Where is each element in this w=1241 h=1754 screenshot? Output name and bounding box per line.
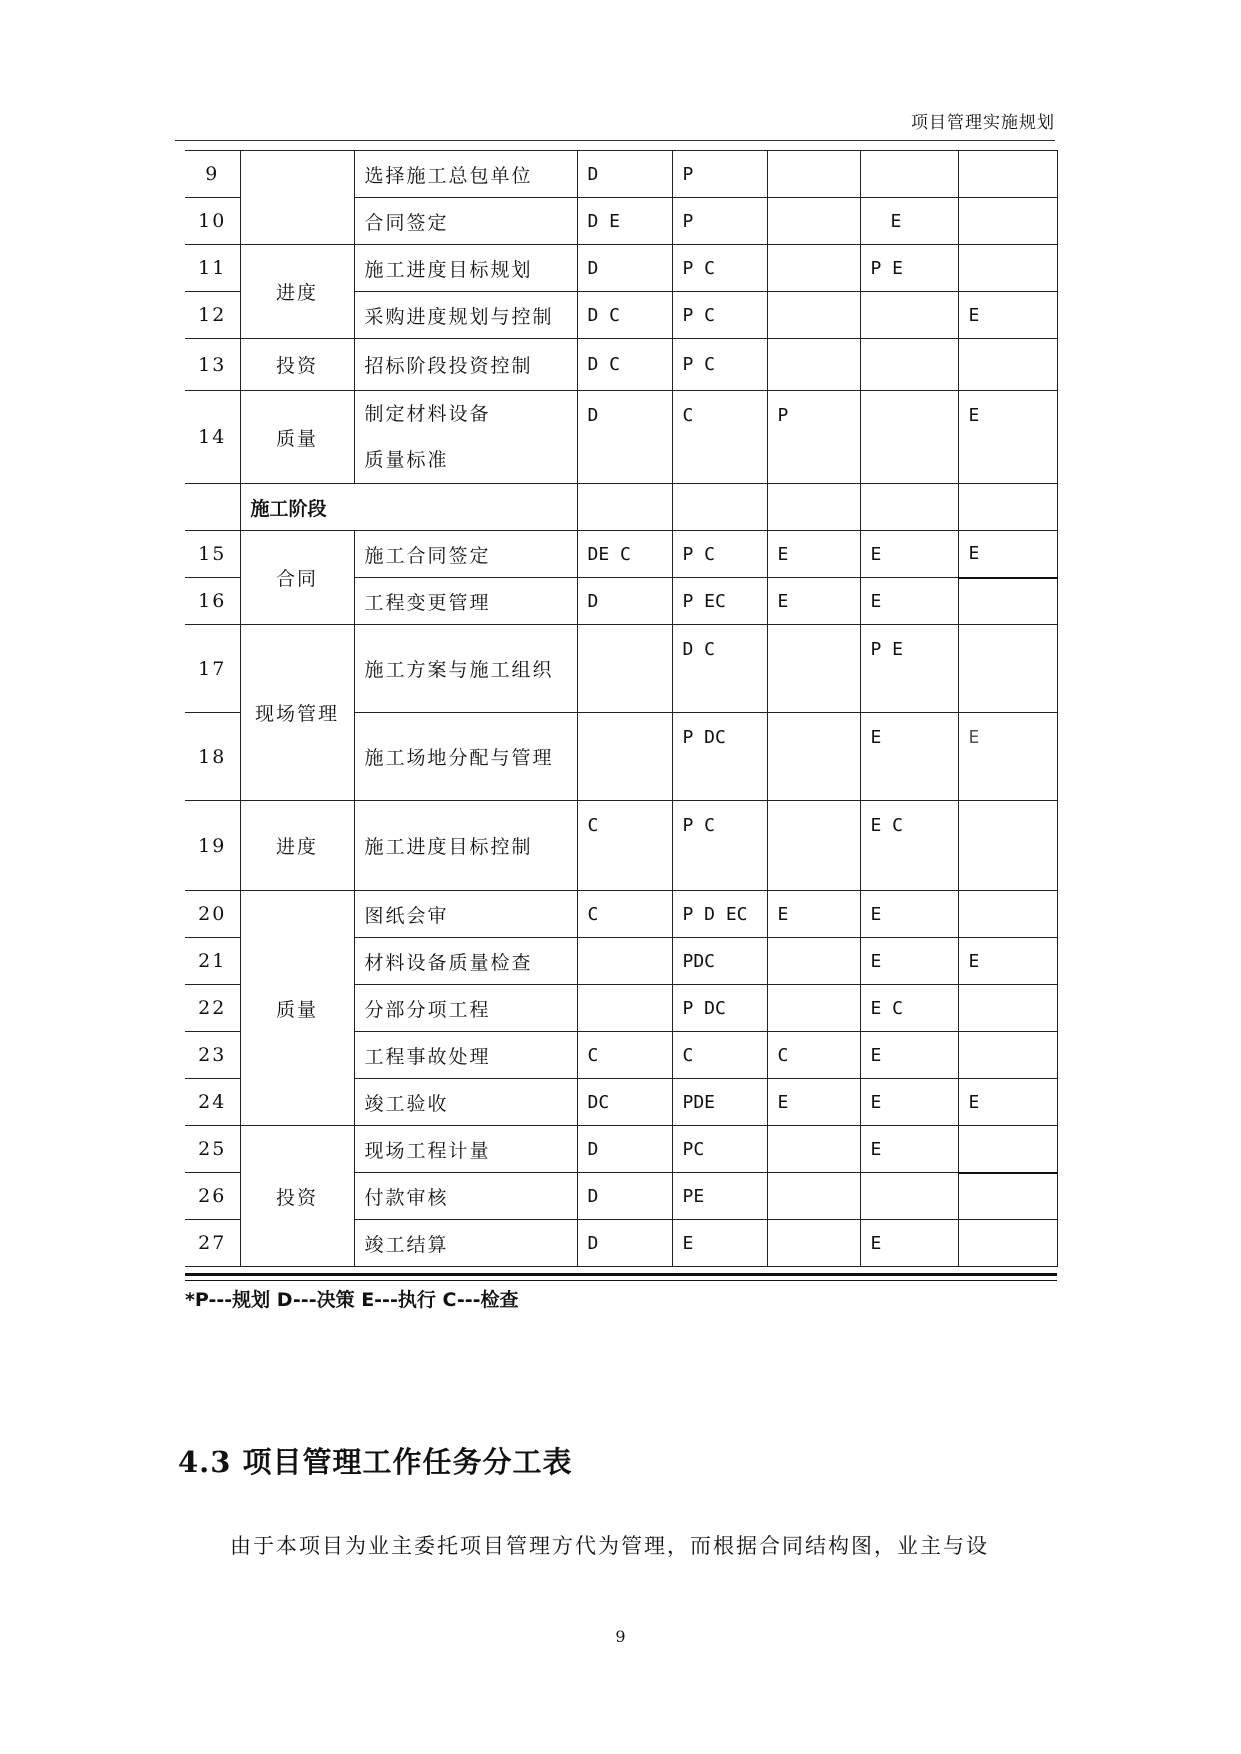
role-cell [958,578,1057,625]
role-cell: DE C [577,531,672,578]
role-cell: E [958,713,1057,801]
row-number: 24 [185,1079,240,1126]
role-cell: E [860,1032,958,1079]
role-cell: P C [672,292,767,339]
role-cell [767,713,860,801]
header-title: 项目管理实施规划 [911,113,1055,133]
row-number: 18 [185,713,240,801]
role-cell [958,151,1057,198]
table-row [185,245,1057,292]
role-cell [860,1173,958,1220]
role-cell: E [767,578,860,625]
role-cell: E [958,938,1057,985]
role-cell: C [577,891,672,938]
table-row [185,339,1057,391]
task-cell: 图纸会审 [354,891,577,938]
role-cell: E [767,1079,860,1126]
row-number: 23 [185,1032,240,1079]
row-number: 17 [185,625,240,713]
category-cell: 进度 [240,801,354,891]
role-cell: C [577,1032,672,1079]
row-number: 25 [185,1126,240,1173]
task-cell: 施工进度目标规划 [354,245,577,292]
task-cell: 工程变更管理 [354,578,577,625]
role-cell [767,1173,860,1220]
row-number: 11 [185,245,240,292]
table-bottom-rule [185,1273,1057,1281]
task-cell: 施工合同签定 [354,531,577,578]
role-cell [958,339,1057,391]
role-cell [958,1173,1057,1220]
role-cell: E [767,891,860,938]
role-cell [767,625,860,713]
role-cell: E [958,292,1057,339]
role-cell: D [577,391,672,484]
role-cell [577,985,672,1032]
task-cell: 付款审核 [354,1173,577,1220]
task-cell: 材料设备质量检查 [354,938,577,985]
role-cell: E C [860,985,958,1032]
row-number: 27 [185,1220,240,1267]
role-cell: P DC [672,985,767,1032]
role-cell: P E [860,245,958,292]
role-cell: E [860,1079,958,1126]
role-cell: E [860,198,958,245]
role-cell: D [577,245,672,292]
legend-note: *P---规划 D---决策 E---执行 C---检查 [185,1289,519,1311]
role-cell: P C [672,531,767,578]
section-heading: 4.3 项目管理工作任务分工表 [178,1445,573,1479]
category-cell: 投资 [240,1126,354,1267]
table-row [185,531,1057,578]
role-cell [958,1032,1057,1079]
row-number: 21 [185,938,240,985]
task-cell: 竣工结算 [354,1220,577,1267]
category-cell: 合同 [240,531,354,625]
role-cell: P DC [672,713,767,801]
role-cell: E C [860,801,958,891]
row-number: 13 [185,339,240,391]
role-cell: P D EC [672,891,767,938]
body-paragraph: 由于本项目为业主委托项目管理方代为管理，而根据合同结构图，业主与设 [230,1534,989,1558]
task-line: 质量标准 [364,449,449,471]
category-cell: 现场管理 [240,625,354,801]
role-cell: P [672,151,767,198]
role-cell: P [672,198,767,245]
role-cell [958,245,1057,292]
role-cell: P E [860,625,958,713]
responsibility-matrix-table [185,150,1058,1267]
role-cell: D [577,1126,672,1173]
role-cell [958,198,1057,245]
category-cell: 质量 [240,391,354,484]
row-number: 20 [185,891,240,938]
role-cell: E [860,938,958,985]
role-cell: E [767,531,860,578]
table-row [185,391,1057,484]
section-row [185,484,1057,531]
role-cell: P C [672,245,767,292]
role-cell: E [958,391,1057,484]
role-cell: P C [672,339,767,391]
category-cell: 进度 [240,245,354,339]
role-cell: E [958,1079,1057,1126]
role-cell [958,985,1057,1032]
table-row [185,625,1057,713]
table-row [185,1126,1057,1173]
role-cell [958,801,1057,891]
role-cell: D [577,1173,672,1220]
role-cell: PDE [672,1079,767,1126]
role-cell: D [577,1220,672,1267]
task-cell [354,391,577,484]
task-cell: 采购进度规划与控制 [354,292,577,339]
task-line: 制定材料设备 [364,403,491,425]
task-cell: 施工场地分配与管理 [354,713,577,801]
role-cell [767,801,860,891]
row-number: 15 [185,531,240,578]
role-cell: E [672,1220,767,1267]
role-cell [860,391,958,484]
table-row [185,801,1057,891]
task-cell: 分部分项工程 [354,985,577,1032]
role-cell: C [767,1032,860,1079]
task-cell: 现场工程计量 [354,1126,577,1173]
task-cell: 合同签定 [354,198,577,245]
role-cell [958,625,1057,713]
role-cell [860,151,958,198]
role-cell [767,245,860,292]
category-cell: 投资 [240,339,354,391]
role-cell: D [577,151,672,198]
task-cell: 招标阶段投资控制 [354,339,577,391]
role-cell [958,1220,1057,1267]
role-cell [577,625,672,713]
role-cell: C [577,801,672,891]
category-cell [240,151,354,245]
role-cell: E [860,713,958,801]
role-cell: E [860,578,958,625]
row-number: 22 [185,985,240,1032]
role-cell: P EC [672,578,767,625]
row-number: 14 [185,391,240,484]
role-cell [958,891,1057,938]
role-cell [958,1126,1057,1173]
role-cell [767,1220,860,1267]
row-number: 12 [185,292,240,339]
role-cell [577,713,672,801]
role-cell: PDC [672,938,767,985]
section-title: 施工阶段 [240,484,577,531]
role-cell [577,938,672,985]
role-cell: PC [672,1126,767,1173]
task-cell: 工程事故处理 [354,1032,577,1079]
role-cell [767,985,860,1032]
role-cell [767,339,860,391]
row-number: 10 [185,198,240,245]
role-cell [767,938,860,985]
role-cell: PE [672,1173,767,1220]
role-cell: C [672,1032,767,1079]
role-cell: E [860,1126,958,1173]
row-number: 9 [185,151,240,198]
table-row [185,151,1057,198]
task-cell: 竣工验收 [354,1079,577,1126]
role-cell: D C [672,625,767,713]
role-cell: C [672,391,767,484]
role-cell [860,292,958,339]
role-cell [767,198,860,245]
role-cell: E [958,531,1057,578]
role-cell [767,151,860,198]
role-cell: D E [577,198,672,245]
row-number: 16 [185,578,240,625]
running-header [175,108,1055,141]
role-cell [767,292,860,339]
role-cell: DC [577,1079,672,1126]
role-cell: D [577,578,672,625]
role-cell: E [860,1220,958,1267]
role-cell: P C [672,801,767,891]
task-cell: 施工方案与施工组织 [354,625,577,713]
table-row [185,891,1057,938]
role-cell: E [860,531,958,578]
category-cell: 质量 [240,891,354,1126]
task-cell: 施工进度目标控制 [354,801,577,891]
role-cell [767,1126,860,1173]
role-cell: D C [577,339,672,391]
role-cell: P [767,391,860,484]
role-cell: E [860,891,958,938]
role-cell: D C [577,292,672,339]
row-number: 19 [185,801,240,891]
row-number: 26 [185,1173,240,1220]
page-number: 9 [615,1627,626,1646]
task-cell: 选择施工总包单位 [354,151,577,198]
role-cell [860,339,958,391]
